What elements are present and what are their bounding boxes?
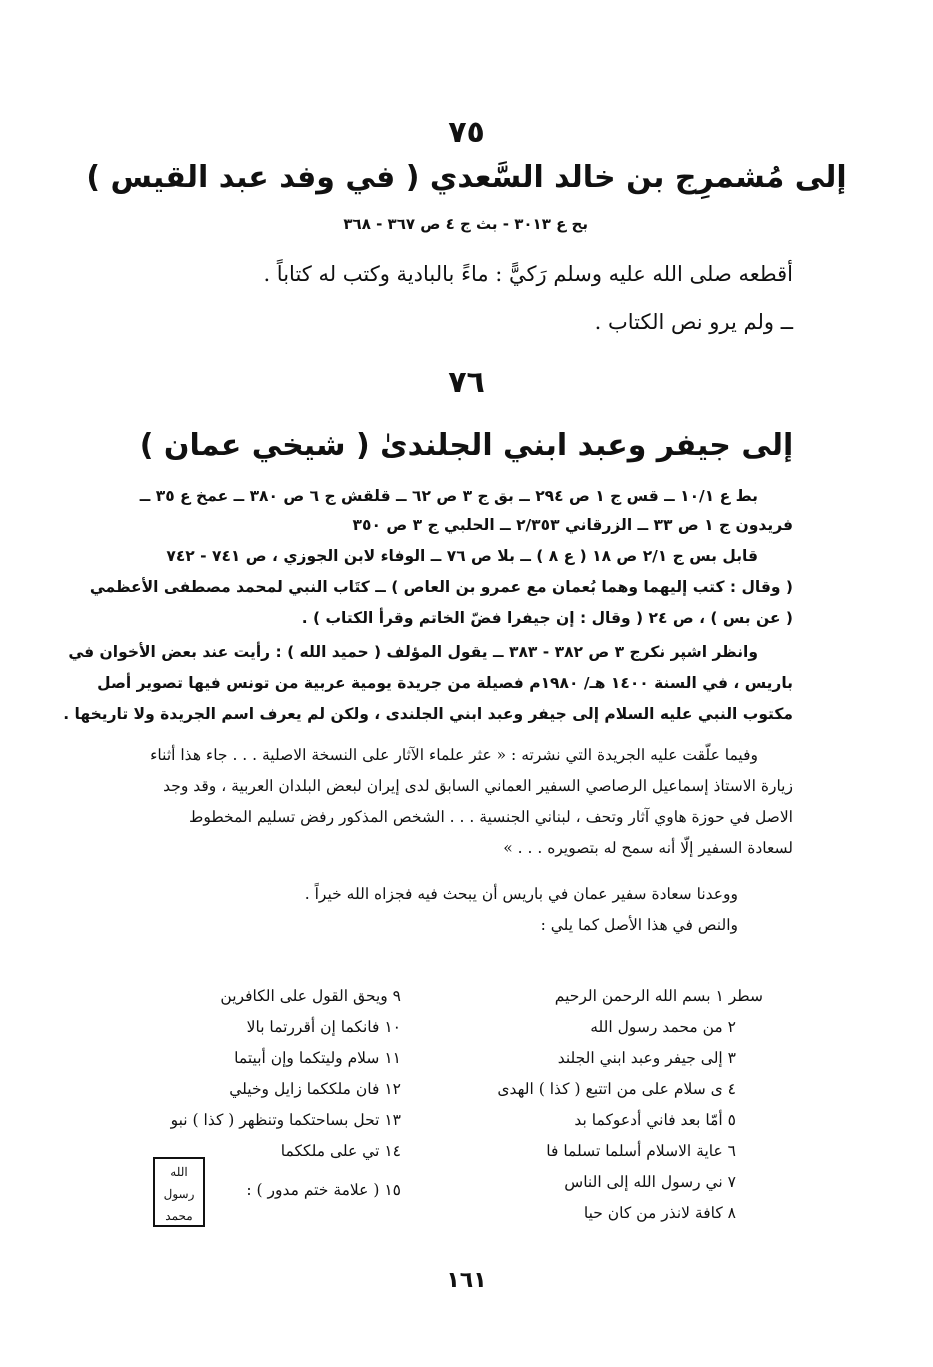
ref-line-3: قابل بس ج ٢/١ ص ١٨ ( ع ٨ ) ــ بلا ص ٧٦ ــ الوفاء لابن الجوزي ، ص ٧٤١ - ٧٤٢	[166, 547, 758, 565]
letter-75-text-line-2: ــ ولم يرو نص الكتاب .	[594, 310, 793, 334]
promise-line-1: ووعدنا سعادة سفير عمان في باريس أن يبحث فيه فجزاه الله خيراً .	[304, 885, 738, 903]
text-line-11: ١١ سلام وليتكما وإن أبيتما	[234, 1049, 401, 1067]
seal-box	[153, 1157, 205, 1227]
quote-line-1: وفيما علّقت عليه الجريدة التي نشرته : « عثر علماء الآثار على النسخة الاصلية . . . جاء هذا أثناء	[150, 746, 758, 764]
ref-line-6: وانظر اشپر نكرج ٣ ص ٣٨٢ - ٣٨٣ ــ يقول المؤلف ( حميد الله ) : رأيت عند بعض الأخوان في	[68, 643, 758, 661]
ref-line-7: باريس ، في السنة ١٤٠٠ هـ/ ١٩٨٠م فصيلة من جريدة يومية عربية من تونس فيها تصوير أصل	[97, 674, 793, 692]
text-line-8: ٨ كافة لانذر من كان حيا	[583, 1204, 736, 1222]
text-line-4: ٤ ى سلام على من اتتبع ( كذا ) الهدى	[497, 1080, 736, 1098]
text-line-6: ٦ عاية الاسلام أسلما تسلما فا	[546, 1142, 736, 1160]
letter-76-number: ٧٦	[448, 365, 485, 400]
ref-line-2: فريدون ج ١ ص ٣٣ ــ الزرقاني ٢/٣٥٣ ــ الحلبي ج ٣ ص ٣٥٠	[352, 516, 793, 534]
letter-75-text-line-1: أقطعه صلى الله عليه وسلم رَكيًّ : ماءً بالبادية وكتب له كتاباً .	[263, 262, 793, 286]
ref-line-5: ( عن بس ) ، ص ٢٤ ( وقال : إن جيفرا فضّ الخاتم وقرأ الكتاب ) .	[301, 609, 793, 627]
letter-75-title: إلى مُشمرِج بن خالد السَّعدي ( في وفد عبد القيس )	[86, 160, 847, 195]
ref-line-8: مكتوب النبي عليه السلام إلى جيفر وعبد ابني الجلندى ، ولكن لم يعرف اسم الجريدة ولا تاريخها .	[63, 705, 793, 723]
quote-line-2: زيارة الاستاذ إسماعيل الرصاصي السفير العماني السابق لدى إيران لبعض البلدان العربية ، وقد وجد	[163, 777, 793, 795]
text-line-7: ٧ ني رسول الله إلى الناس	[564, 1173, 736, 1191]
page-number: ١٦١	[446, 1268, 487, 1293]
quote-line-4: لسعادة السفير إلّا أنه سمح له بتصويره . . . »	[503, 839, 793, 857]
ref-line-4: ( وقال : كتب إليهما وهما بُعمان مع عمرو بن العاص ) ــ كتَاب النبي لمحمد مصطفى الأعظمي	[89, 578, 793, 596]
text-line-1: سطر ١ بسم الله الرحمن الرحيم	[554, 987, 763, 1005]
text-line-5: ٥ أمّا بعد فاني أدعوكما بد	[574, 1111, 736, 1129]
seal-line-2: رسول	[163, 1187, 195, 1201]
text-line-14: ١٤ تي على ملككما	[280, 1142, 401, 1160]
quote-line-3: الاصل في حوزة هاوي آثار وتحف ، لبناني الجنسية . . . الشخص المذكور رفض تسليم المخطوط	[189, 808, 793, 826]
letter-76-title: إلى جيفر وعبد ابني الجلندىٰ ( شيخي عمان )	[139, 428, 794, 463]
text-line-9: ٩ ويحق القول على الكافرين	[220, 987, 401, 1005]
promise-line-2: والنص في هذا الأصل كما يلي :	[540, 916, 738, 934]
text-line-2: ٢ من محمد رسول الله	[590, 1018, 736, 1036]
text-line-13: ١٣ تحل بساحتكما وتنظهر ( كذا ) نبو	[170, 1111, 401, 1129]
seal-line-3: محمد	[165, 1209, 193, 1223]
ref-line-1: بط ع ١٠/١ ــ قس ج ١ ص ٢٩٤ ــ بق ج ٣ ص ٦٢ ــ قلقش ج ٦ ص ٣٨٠ ــ عمخ ع ٣٥ ــ	[139, 487, 758, 505]
text-line-15: ١٥ ( علامة ختم مدور ) :	[246, 1181, 401, 1199]
letter-75-number: ٧٥	[448, 115, 485, 150]
text-line-3: ٣ إلى جيفر وعبد ابني الجلند	[557, 1049, 736, 1067]
seal-line-1: الله	[170, 1165, 188, 1179]
text-line-12: ١٢ فان ملككما زايل وخيلي	[229, 1080, 401, 1098]
letter-75-sources: بح ع ٣٠١٣ - بث ج ٤ ص ٣٦٧ - ٣٦٨	[343, 215, 588, 233]
text-line-10: ١٠ فانكما إن أقررتما بالا	[246, 1018, 401, 1036]
